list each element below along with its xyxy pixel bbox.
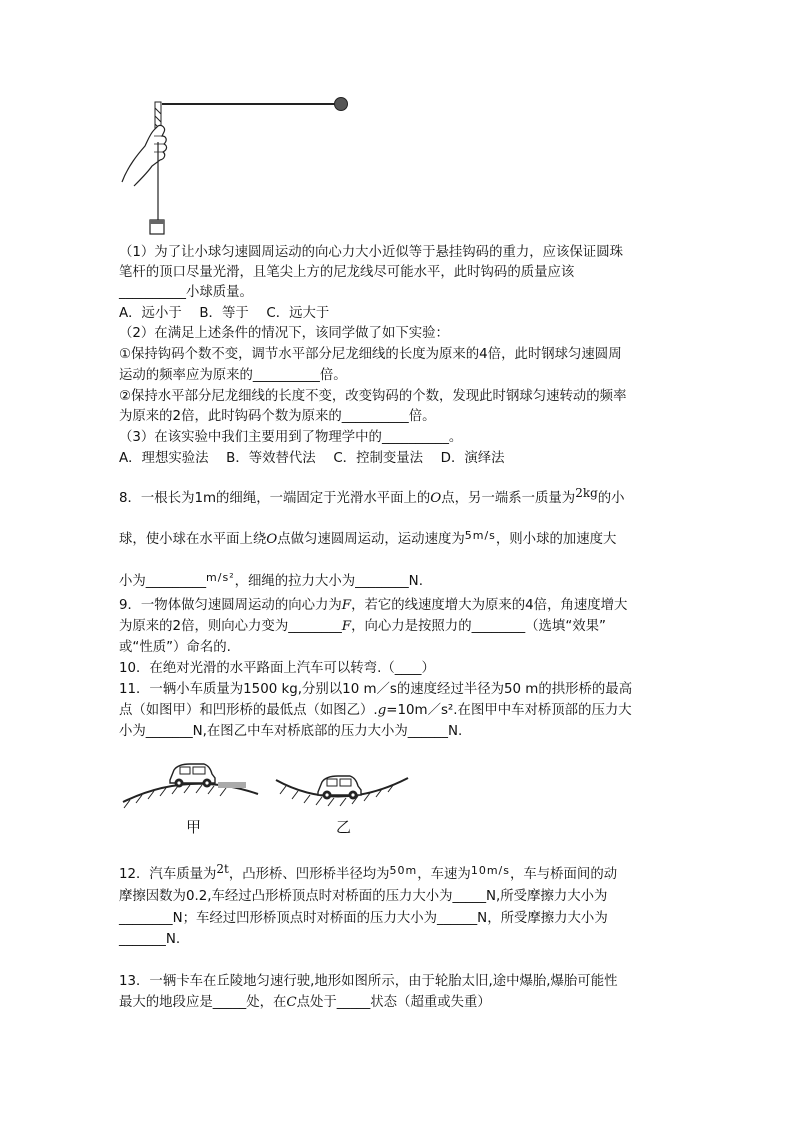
q11-line3: 小为_______N,在图乙中车对桥底部的压力大小为______N.: [119, 724, 463, 739]
q9-text-c: 为原来的2倍，则向心力变为________: [119, 619, 342, 634]
q7-part2-item2-line1: ②保持水平部分尼龙细线的长度不变，改变钩码的个数，发现此时钢球匀速转动的频率: [119, 389, 627, 404]
q12-line4: _______N.: [119, 932, 181, 947]
q13-text-a: 最大的地段应是_____处，在: [119, 995, 287, 1010]
q9-line1: [119, 596, 627, 616]
q11-line2: [119, 701, 632, 721]
q12-mass: 2t: [216, 862, 229, 876]
q12-line1: [119, 859, 617, 885]
q12-line2: 摩擦因数为0.2,车经过凸形桥顶点时对桥面的压力大小为_____N,所受摩擦力大小为: [119, 889, 608, 904]
q9-force-f: F: [341, 598, 352, 613]
q9-text-a: 9．一物体做匀速圆周运动的向心力为: [119, 598, 342, 613]
q8-acc-unit: m/s²: [206, 571, 235, 584]
q11-text-b: =10m／s².在图甲中车对桥顶部的压力大: [386, 703, 632, 718]
q7-part1-line2: 笔杆的顶口尽量光滑，且笔尖上方的尼龙线尽可能水平，此时钩码的质量应该: [119, 265, 575, 280]
q9-line2: [119, 617, 606, 637]
q9-force-f-2: F: [341, 619, 352, 634]
q12-text-d: ，车与桥面间的动: [509, 867, 618, 882]
q12-text-c: ，车速为: [417, 867, 471, 882]
q8-text-h: ，细绳的拉力大小为________N.: [234, 574, 423, 589]
q7-choices-3: A．理想实验法 B．等效替代法 C．控制变量法 D．演绎法: [119, 451, 505, 466]
q12-text-a: 12．汽车质量为: [119, 867, 217, 882]
bridge-figures: [118, 752, 418, 842]
q8-mass: 2kg: [575, 486, 598, 500]
q13-line1: 13．一辆卡车在丘陵地匀速行驶,地形如图所示，由于轮胎太旧,途中爆胎,爆胎可能性: [119, 974, 618, 989]
q13-line2: [119, 993, 491, 1013]
q13-text-b: 点处于_____状态（超重或失重）: [296, 995, 491, 1010]
q8-text-d: 球，使小球在水平面上绕: [119, 532, 267, 547]
q9-text-d: ，向心力是按照力的________（选填“效果”: [351, 619, 606, 634]
q7-part2-item1-line2: 运动的频率应为原来的__________倍。: [119, 368, 347, 383]
figure-label-a: 甲: [186, 818, 202, 836]
q7-part1-line3: __________小球质量。: [119, 285, 253, 300]
q7-choices-1: A．远小于 B．等于 C．远大于: [119, 306, 330, 321]
q7-part1-line1: （1）为了让小球匀速圆周运动的向心力大小近似等于悬挂钩码的重力，应该保证圆珠: [119, 245, 623, 260]
q9-text-b: ，若它的线速度增大为原来的4倍，角速度增大: [351, 598, 628, 613]
q8-text-c: 的小: [597, 491, 625, 506]
q8-line2: [119, 526, 616, 550]
q8-point-o: O: [430, 491, 442, 506]
q11-text-a: 点（如图甲）和凹形桥的最低点（如图乙）.: [119, 703, 378, 718]
q12-speed: 10m/s: [470, 864, 510, 877]
q8-point-o-2: O: [266, 532, 278, 547]
q7-part2-intro: （2）在满足上述条件的情况下，该同学做了如下实验：: [119, 326, 449, 341]
q8-speed: 5m/s: [464, 529, 496, 542]
q9-line3: 或“性质”）命名的.: [119, 640, 231, 655]
q8-line1: [119, 483, 625, 509]
q10-text: 10．在绝对光滑的水平路面上汽车可以转弯.（____）: [119, 661, 435, 676]
q8-line3: [119, 568, 423, 592]
q8-text-g: 小为_________: [119, 574, 207, 589]
q7-part3: （3）在该实验中我们主要用到了物理学中的__________。: [119, 430, 463, 445]
hand-outline: [122, 125, 167, 186]
q12-radius: 50m: [389, 864, 418, 877]
q11-g: g: [377, 703, 387, 718]
q12-text-b: ，凸形桥、凹形桥半径均为: [228, 867, 390, 882]
q8-text-e: 点做匀速圆周运动，运动速度为: [277, 532, 465, 547]
q8-text-b: 点，另一端系一质量为: [441, 491, 576, 506]
pendulum-apparatus-figure: [110, 96, 350, 236]
steel-ball: [335, 98, 348, 111]
q8-text-f: ，则小球的加速度大: [495, 532, 617, 547]
q8-text-a: 8．一根长为1m的细绳，一端固定于光滑水平面上的: [119, 491, 431, 506]
q12-line3: ________N；车经过凹形桥顶点时对桥面的压力大小为______N，所受摩擦力大小为: [119, 911, 608, 926]
q7-part2-item2-line2: 为原来的2倍，此时钩码个数为原来的__________倍。: [119, 409, 436, 424]
q7-part2-item1-line1: ①保持钩码个数不变，调节水平部分尼龙细线的长度为原来的4倍，此时钢球匀速圆周: [119, 347, 622, 362]
q13-point-c: C: [286, 995, 297, 1010]
q11-line1: 11．一辆小车质量为1500 kg,分别以10 m／s的速度经过半径为50 m的拱形桥的最高: [119, 682, 633, 697]
figure-label-b: 乙: [336, 818, 352, 836]
